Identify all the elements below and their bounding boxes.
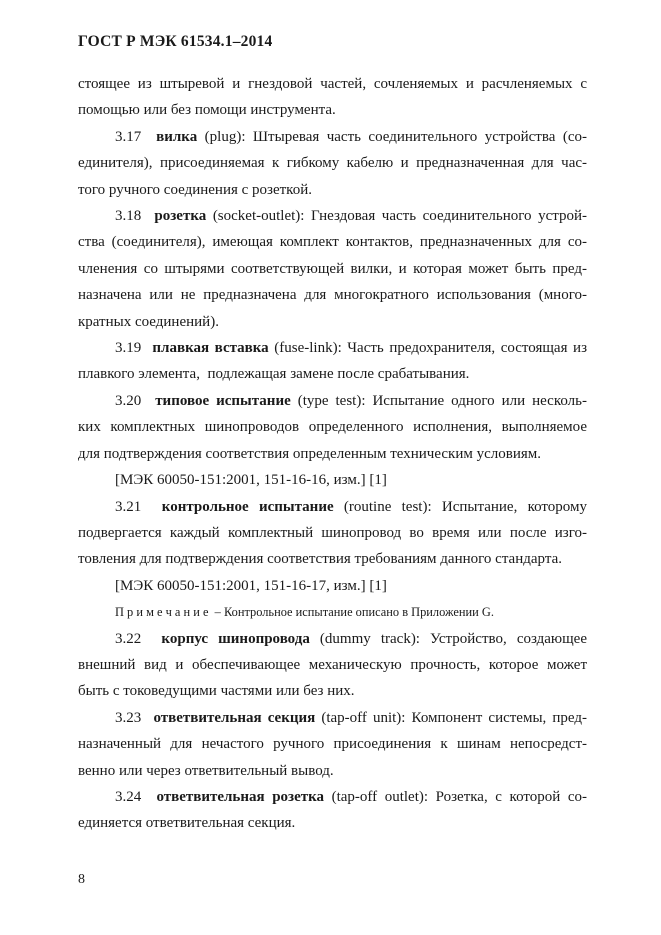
text-run: 3.18 bbox=[115, 208, 155, 225]
text-line bbox=[78, 652, 587, 678]
text-line bbox=[78, 546, 587, 572]
text-run: стоящее из штыревой и гнездовой частей, сочленяемых и расчленяемых с bbox=[78, 76, 587, 92]
text-line bbox=[78, 414, 587, 440]
text-line bbox=[78, 810, 587, 836]
text-line bbox=[78, 494, 587, 520]
text-run: (fuse-link): Часть предохранителя, состоящая из bbox=[268, 340, 588, 357]
paragraph-note-3-21 bbox=[78, 599, 587, 625]
text-line bbox=[78, 256, 587, 282]
text-line bbox=[78, 71, 587, 97]
term-bold: типовое испытание bbox=[155, 392, 291, 409]
text-run: плавкого элемента, подлежащая замене после срабатывания. bbox=[78, 366, 470, 383]
text-line bbox=[78, 441, 587, 467]
text-run: П р и м е ч а н и е – Контрольное испытание описано в Приложении G. bbox=[115, 605, 494, 620]
text-run: 3.22 bbox=[115, 630, 162, 647]
text-line bbox=[78, 97, 587, 123]
text-run: (tap-off outlet): Розетка, с которой со- bbox=[324, 788, 588, 805]
paragraph-continuation bbox=[78, 71, 587, 124]
page-number: 8 bbox=[78, 872, 85, 887]
text-run: ства (соединителя), имеющая комплект контактов, предназначенных для со- bbox=[78, 234, 587, 251]
term-bold: корпус шинопровода bbox=[161, 630, 310, 647]
paragraph-term-3-19 bbox=[78, 335, 587, 388]
term-bold: плавкая вставка bbox=[152, 340, 269, 357]
text-line bbox=[78, 784, 587, 810]
text-run: 3.17 bbox=[115, 128, 157, 145]
text-run: (dummy track): Устройство, создающее bbox=[309, 630, 587, 647]
text-line bbox=[78, 467, 587, 493]
text-line bbox=[78, 361, 587, 387]
text-run: единителя), присоединяемая к гибкому кабелю и предназначенная для час- bbox=[78, 155, 587, 172]
text-run: (plug): Штыревая часть соединительного устройства (со- bbox=[197, 128, 587, 145]
text-run: 3.21 bbox=[115, 498, 162, 515]
text-line bbox=[78, 678, 587, 704]
text-run: (type test): Испытание одного или несколь- bbox=[290, 392, 587, 409]
text-run: назначенный для нечастого ручного присоединения к шинам непосредст- bbox=[78, 736, 587, 753]
term-bold: ответвительная секция bbox=[153, 709, 316, 726]
text-line bbox=[78, 599, 587, 625]
text-line bbox=[78, 124, 587, 150]
text-run: 3.20 bbox=[115, 392, 156, 409]
paragraph-term-3-18 bbox=[78, 203, 587, 335]
paragraph-term-3-21 bbox=[78, 494, 587, 573]
text-line bbox=[78, 573, 587, 599]
text-run: единяется ответвительная секция. bbox=[78, 815, 296, 832]
text-line bbox=[78, 177, 587, 203]
paragraph-term-3-22 bbox=[78, 626, 587, 705]
text-run: назначена или не предназначена для многократного использования (много- bbox=[78, 287, 587, 304]
paragraph-term-3-17 bbox=[78, 124, 587, 203]
text-line bbox=[78, 731, 587, 757]
text-run: подвергается каждый комплектный шинопровод во время или после изго- bbox=[78, 524, 587, 541]
text-line bbox=[78, 520, 587, 546]
text-run: (socket-outlet): Гнездовая часть соединительного устрой- bbox=[206, 208, 587, 225]
text-line bbox=[78, 229, 587, 255]
document-body bbox=[78, 71, 587, 837]
text-run: 3.19 bbox=[115, 340, 153, 357]
paragraph-term-3-20 bbox=[78, 388, 587, 467]
text-run: [МЭК 60050-151:2001, 151-16-16, изм.] [1] bbox=[115, 472, 387, 489]
text-run: товления для подтверждения соответствия требованиям данного стандарта. bbox=[78, 551, 562, 568]
text-run: (tap-off unit): Компонент системы, пред- bbox=[315, 709, 587, 726]
text-run: помощью или без помощи инструмента. bbox=[78, 102, 336, 119]
text-run: быть с токоведущими частями или без них. bbox=[78, 683, 355, 700]
running-header: ГОСТ Р МЭК 61534.1–2014 bbox=[78, 33, 273, 50]
text-run: для подтверждения соответствия определенным техническим условиям. bbox=[78, 445, 541, 462]
paragraph-reference-3-21 bbox=[78, 573, 587, 599]
text-run: того ручного соединения с розеткой. bbox=[78, 181, 312, 198]
text-run: 3.23 bbox=[115, 709, 154, 726]
text-line bbox=[78, 203, 587, 229]
paragraph-term-3-24 bbox=[78, 784, 587, 837]
text-line bbox=[78, 335, 587, 361]
text-line bbox=[78, 282, 587, 308]
text-run: ких комплектных шинопроводов определенного исполнения, выполняемое bbox=[78, 419, 587, 436]
text-run: [МЭК 60050-151:2001, 151-16-17, изм.] [1] bbox=[115, 577, 387, 594]
term-bold: розетка bbox=[154, 208, 207, 225]
text-line bbox=[78, 309, 587, 335]
text-run: внешний вид и обеспечивающее механическую прочность, которое может bbox=[78, 656, 587, 673]
term-bold: ответвительная розетка bbox=[156, 788, 325, 805]
text-run: 3.24 bbox=[115, 788, 157, 805]
text-run: (routine test): Испытание, которому bbox=[333, 498, 587, 515]
term-bold: контрольное испытание bbox=[161, 498, 334, 515]
text-run: венно или через ответвительный вывод. bbox=[78, 762, 334, 779]
paragraph-reference-3-20 bbox=[78, 467, 587, 493]
text-run: членения со штырями соответствующей вилки, и которая может быть пред- bbox=[78, 260, 587, 277]
text-line bbox=[78, 705, 587, 731]
paragraph-term-3-23 bbox=[78, 705, 587, 784]
text-run: кратных соединений). bbox=[78, 313, 219, 330]
term-bold: вилка bbox=[156, 128, 198, 145]
text-line bbox=[78, 758, 587, 784]
text-line bbox=[78, 388, 587, 414]
text-line bbox=[78, 626, 587, 652]
text-line bbox=[78, 150, 587, 176]
